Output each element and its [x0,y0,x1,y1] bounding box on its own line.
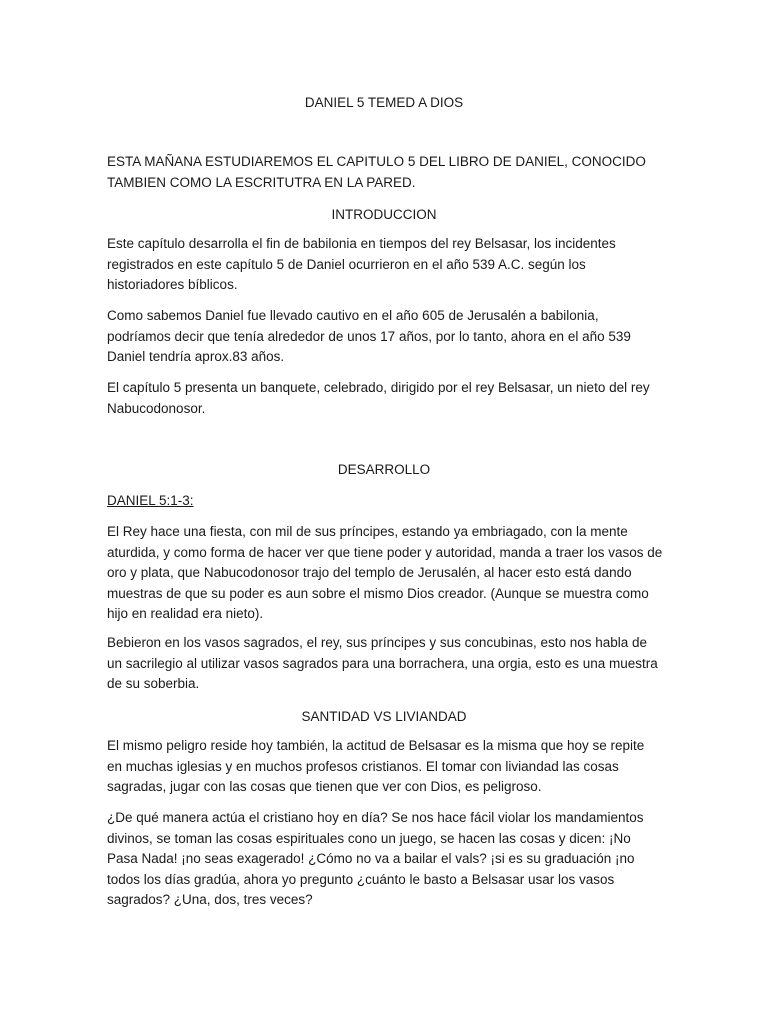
opening-paragraph: ESTA MAÑANA ESTUDIAREMOS EL CAPITULO 5 DEL LIBRO DE DANIEL, CONOCIDO TAMBIEN COMO LA ESCRITUTRA EN LA PARED. [107,154,646,190]
santidad-paragraph-1: El mismo peligro reside hoy también, la actitud de Belsasar es la misma que hoy se repite en muchas iglesias y en muchos profesos cristianos. El tomar con liviandad las cosas sagradas, jugar con las cosas que tienen que ver con Dios, es peligroso. [107,738,645,795]
santidad-paragraph-2: ¿De qué manera actúa el cristiano hoy en día? Se nos hace fácil violar los mandamientos divinos, se toman las cosas espirituales cono un juego, se hacen las cosas y dicen: ¡No Pasa Nada! ¡no seas exagerado! ¿Cómo no va a bailar el vals? ¡si es su graduación ¡no todos los días gradúa, ahora yo pregunto ¿cuánto le basto a Belsasar usar los vasos sagrados? ¿Una, dos, tres veces? [107,810,644,908]
heading-santidad: SANTIDAD VS LIVIANDAD [301,709,467,724]
scripture-reference: DANIEL 5:1-3: [107,493,194,508]
heading-introduccion: INTRODUCCION [331,207,437,222]
dev-paragraph-2: Bebieron en los vasos sagrados, el rey, sus príncipes y sus concubinas, esto nos habla de un sacrilegio al utilizar vasos sagrados para una borrachera, una orgia, esto es una muestra de su soberbia. [107,635,658,692]
intro-paragraph-3: El capítulo 5 presenta un banquete, celebrado, dirigido por el rey Belsasar, un nieto del rey Nabucodonosor. [107,380,650,416]
dev-paragraph-1: El Rey hace una fiesta, con mil de sus príncipes, estando ya embriagado, con la mente aturdida, y como forma de hacer ver que tiene poder y autoridad, manda a traer los vasos de oro y plata, que Nabucodonosor trajo del templo de Jerusalén, al hacer esto está dando muestras de que su poder es aun sobre el mismo Dios creador. (Aunque se muestra como hijo en realidad era nieto). [107,524,663,622]
intro-paragraph-2: Como sabemos Daniel fue llevado cautivo en el año 605 de Jerusalén a babilonia, podríamos decir que tenía alrededor de unos 17 años, por lo tanto, ahora en el año 539 Daniel tendría aprox.83 años. [107,308,631,365]
intro-paragraph-1: Este capítulo desarrolla el fin de babilonia en tiempos del rey Belsasar, los incidentes registrados en este capítulo 5 de Daniel ocurrieron en el año 539 A.C. según los historiadores bíblicos. [107,236,616,293]
document-title: DANIEL 5 TEMED A DIOS [304,95,464,110]
heading-desarrollo: DESARROLLO [337,462,431,477]
